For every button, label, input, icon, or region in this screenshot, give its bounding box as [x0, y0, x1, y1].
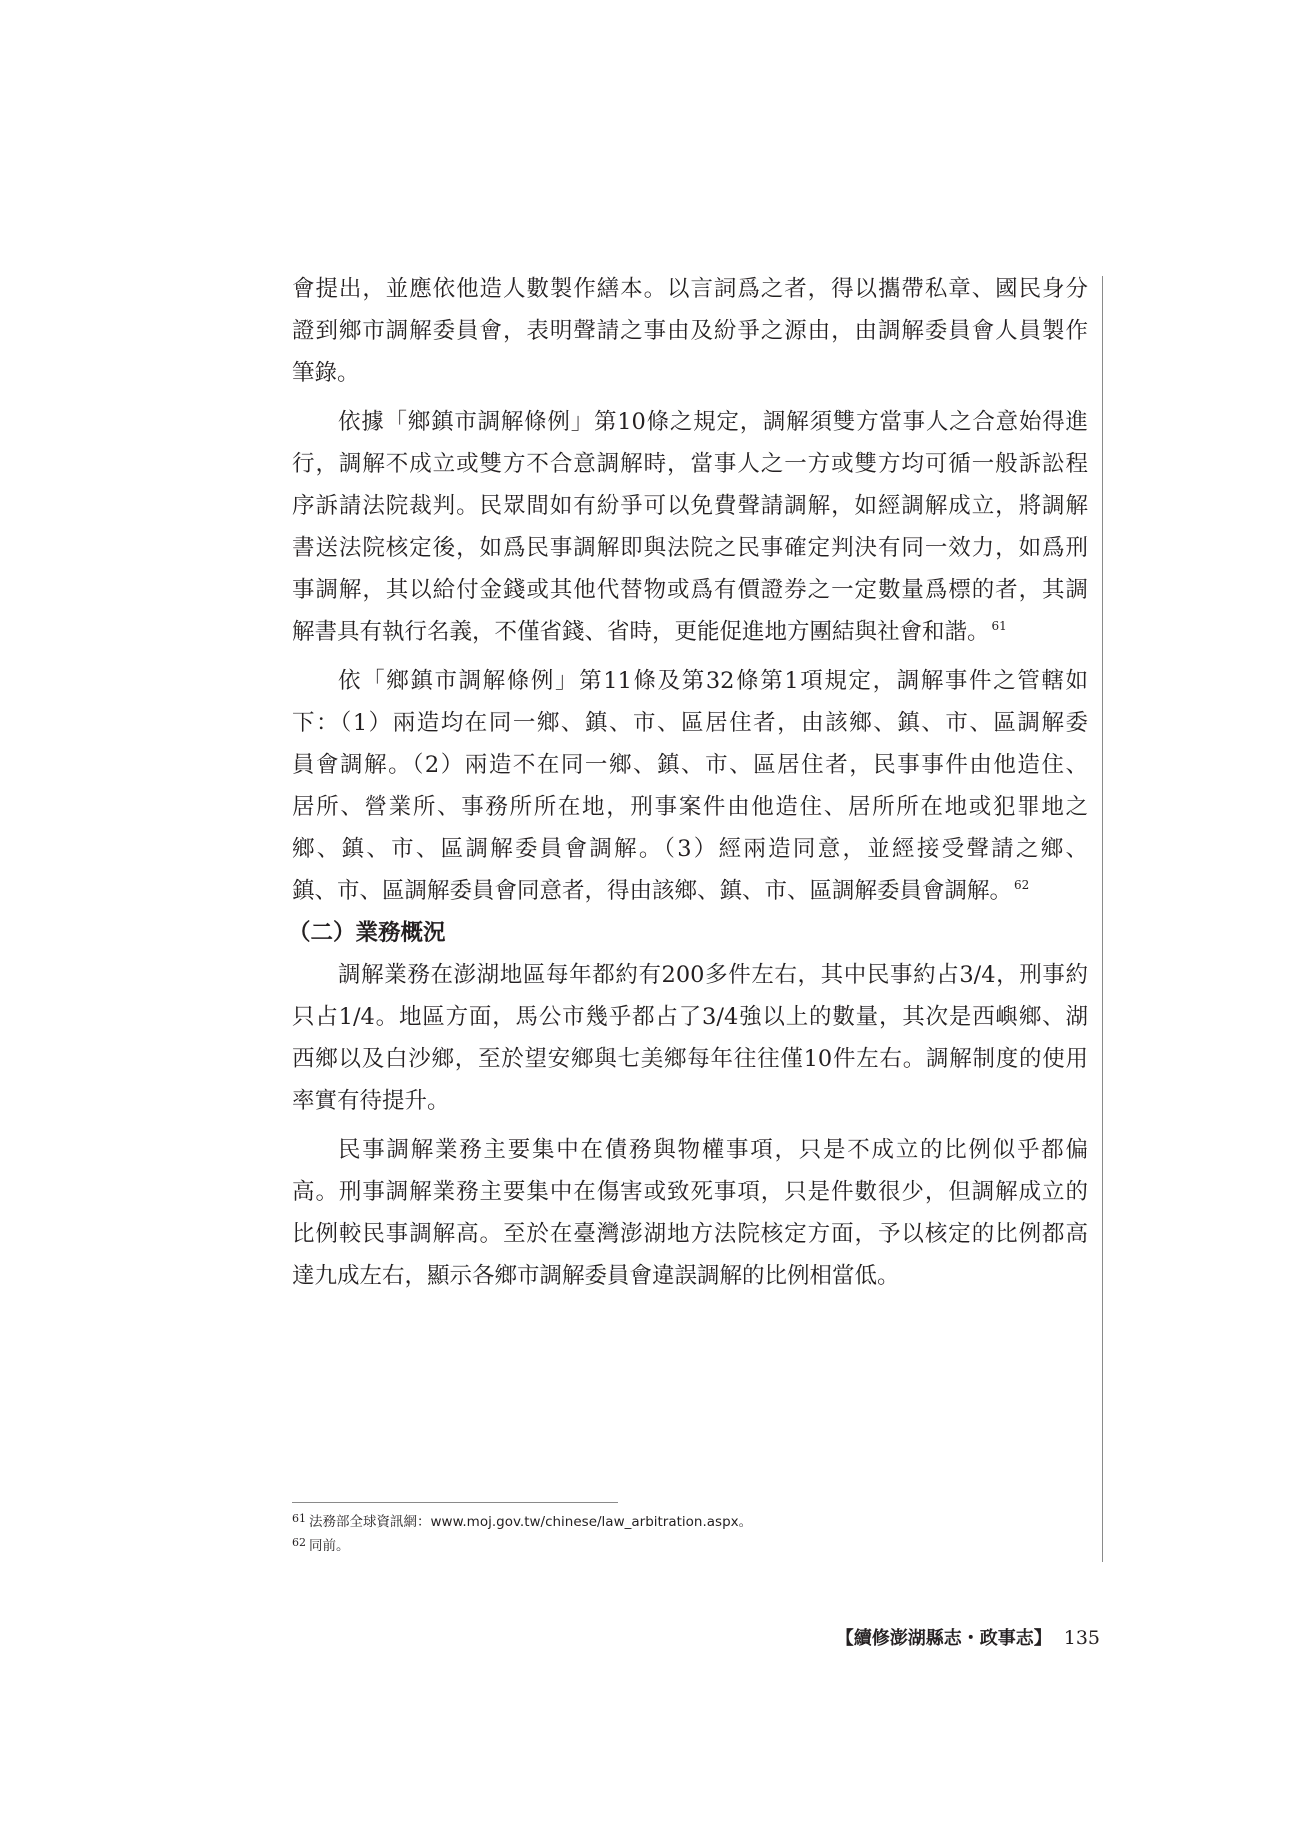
- text-line: 達九成左右，顯示各鄉市調解委員會違誤調解的比例相當低。: [292, 1263, 900, 1289]
- footnote-text: 同前。: [309, 1538, 350, 1554]
- text-line: 行，調解不成立或雙方不合意調解時，當事人之一方或雙方均可循一般訴訟程: [292, 451, 1088, 477]
- paragraph-continuation: [292, 268, 1088, 394]
- footnote-text[interactable]: 法務部全球資訊網：www.moj.gov.tw/chinese/law_arbitration.aspx。: [309, 1514, 753, 1530]
- text-line-with-footnote: [292, 611, 1088, 653]
- text-line: 民事調解業務主要集中在債務與物權事項，只是不成立的比例似乎都偏: [338, 1137, 1088, 1163]
- footnote-number: 61: [292, 1512, 306, 1525]
- text-line: 會提出，並應依他造人數製作繕本。以言詞爲之者，得以攜帶私章、國民身分: [292, 276, 1088, 302]
- text-line: 書送法院核定後，如爲民事調解即與法院之民事確定判決有同一效力，如爲刑: [292, 535, 1088, 561]
- text-line: 西鄉以及白沙鄉，至於望安鄉與七美鄉每年往往僅10件左右。調解制度的使用: [292, 1046, 1088, 1072]
- text-line: 下：（1）兩造均在同一鄉、鎮、市、區居住者，由該鄉、鎮、市、區調解委: [292, 710, 1088, 736]
- text-line: 居所、營業所、事務所所在地，刑事案件由他造住、居所所在地或犯罪地之: [292, 794, 1088, 820]
- text-line: 證到鄉市調解委員會，表明聲請之事由及紛爭之源由，由調解委員會人員製作: [292, 318, 1088, 344]
- paragraph-jurisdiction: [292, 660, 1088, 912]
- paragraph-caseload: [292, 954, 1088, 1122]
- paragraph-mediation-effect: [292, 401, 1088, 653]
- footnote-ref[interactable]: 62: [1014, 878, 1030, 892]
- footnotes: [292, 1510, 1072, 1558]
- text-line: 員會調解。（2）兩造不在同一鄉、鎮、市、區居住者，民事事件由他造住、: [292, 752, 1088, 778]
- footnote-61: [292, 1510, 1072, 1534]
- text-line: 鄉、鎮、市、區調解委員會調解。（3）經兩造同意，並經接受聲請之鄉、: [292, 836, 1088, 862]
- text-line-content: 解書具有執行名義，不僅省錢、省時，更能促進地方團結與社會和諧。: [292, 619, 990, 645]
- text-line-with-footnote: [292, 870, 1088, 912]
- text-line: 調解業務在澎湖地區每年都約有200多件左右，其中民事約占3/4，刑事約: [338, 962, 1088, 988]
- paragraph-success-rate: [292, 1129, 1088, 1297]
- text-line: 高。刑事調解業務主要集中在傷害或致死事項，只是件數很少，但調解成立的: [292, 1179, 1088, 1205]
- text-line: 只占1/4。地區方面，馬公市幾乎都占了3/4強以上的數量，其次是西嶼鄉、湖: [292, 1004, 1088, 1030]
- text-line: 事調解，其以給付金錢或其他代替物或爲有價證券之一定數量爲標的者，其調: [292, 577, 1088, 603]
- body-text: [288, 268, 1088, 1297]
- page-number: 135: [1063, 1627, 1100, 1649]
- footnote-separator: [292, 1502, 618, 1503]
- text-line: 比例較民事調解高。至於在臺灣澎湖地方法院核定方面，予以核定的比例都高: [292, 1221, 1088, 1247]
- footnote-number: 62: [292, 1536, 306, 1549]
- footnote-ref[interactable]: 61: [991, 619, 1007, 633]
- text-line: 序訴請法院裁判。民眾間如有紛爭可以免費聲請調解，如經調解成立，將調解: [292, 493, 1088, 519]
- book-title: 【續修澎湖縣志・政事志】: [835, 1628, 1052, 1649]
- margin-rule: [1102, 276, 1103, 1562]
- section-heading: （二）業務概況: [288, 920, 446, 946]
- text-line-content: 鎮、市、區調解委員會同意者，得由該鄉、鎮、市、區調解委員會調解。: [292, 878, 1013, 904]
- text-line: 筆錄。: [292, 360, 360, 386]
- footnote-62: [292, 1534, 1072, 1558]
- text-line: 依據「鄉鎮市調解條例」第10條之規定，調解須雙方當事人之合意始得進: [338, 409, 1088, 435]
- text-line: 率實有待提升。: [292, 1088, 450, 1114]
- running-footer: [800, 1625, 1100, 1652]
- text-line: 依「鄉鎮市調解條例」第11條及第32條第1項規定，調解事件之管轄如: [338, 668, 1088, 694]
